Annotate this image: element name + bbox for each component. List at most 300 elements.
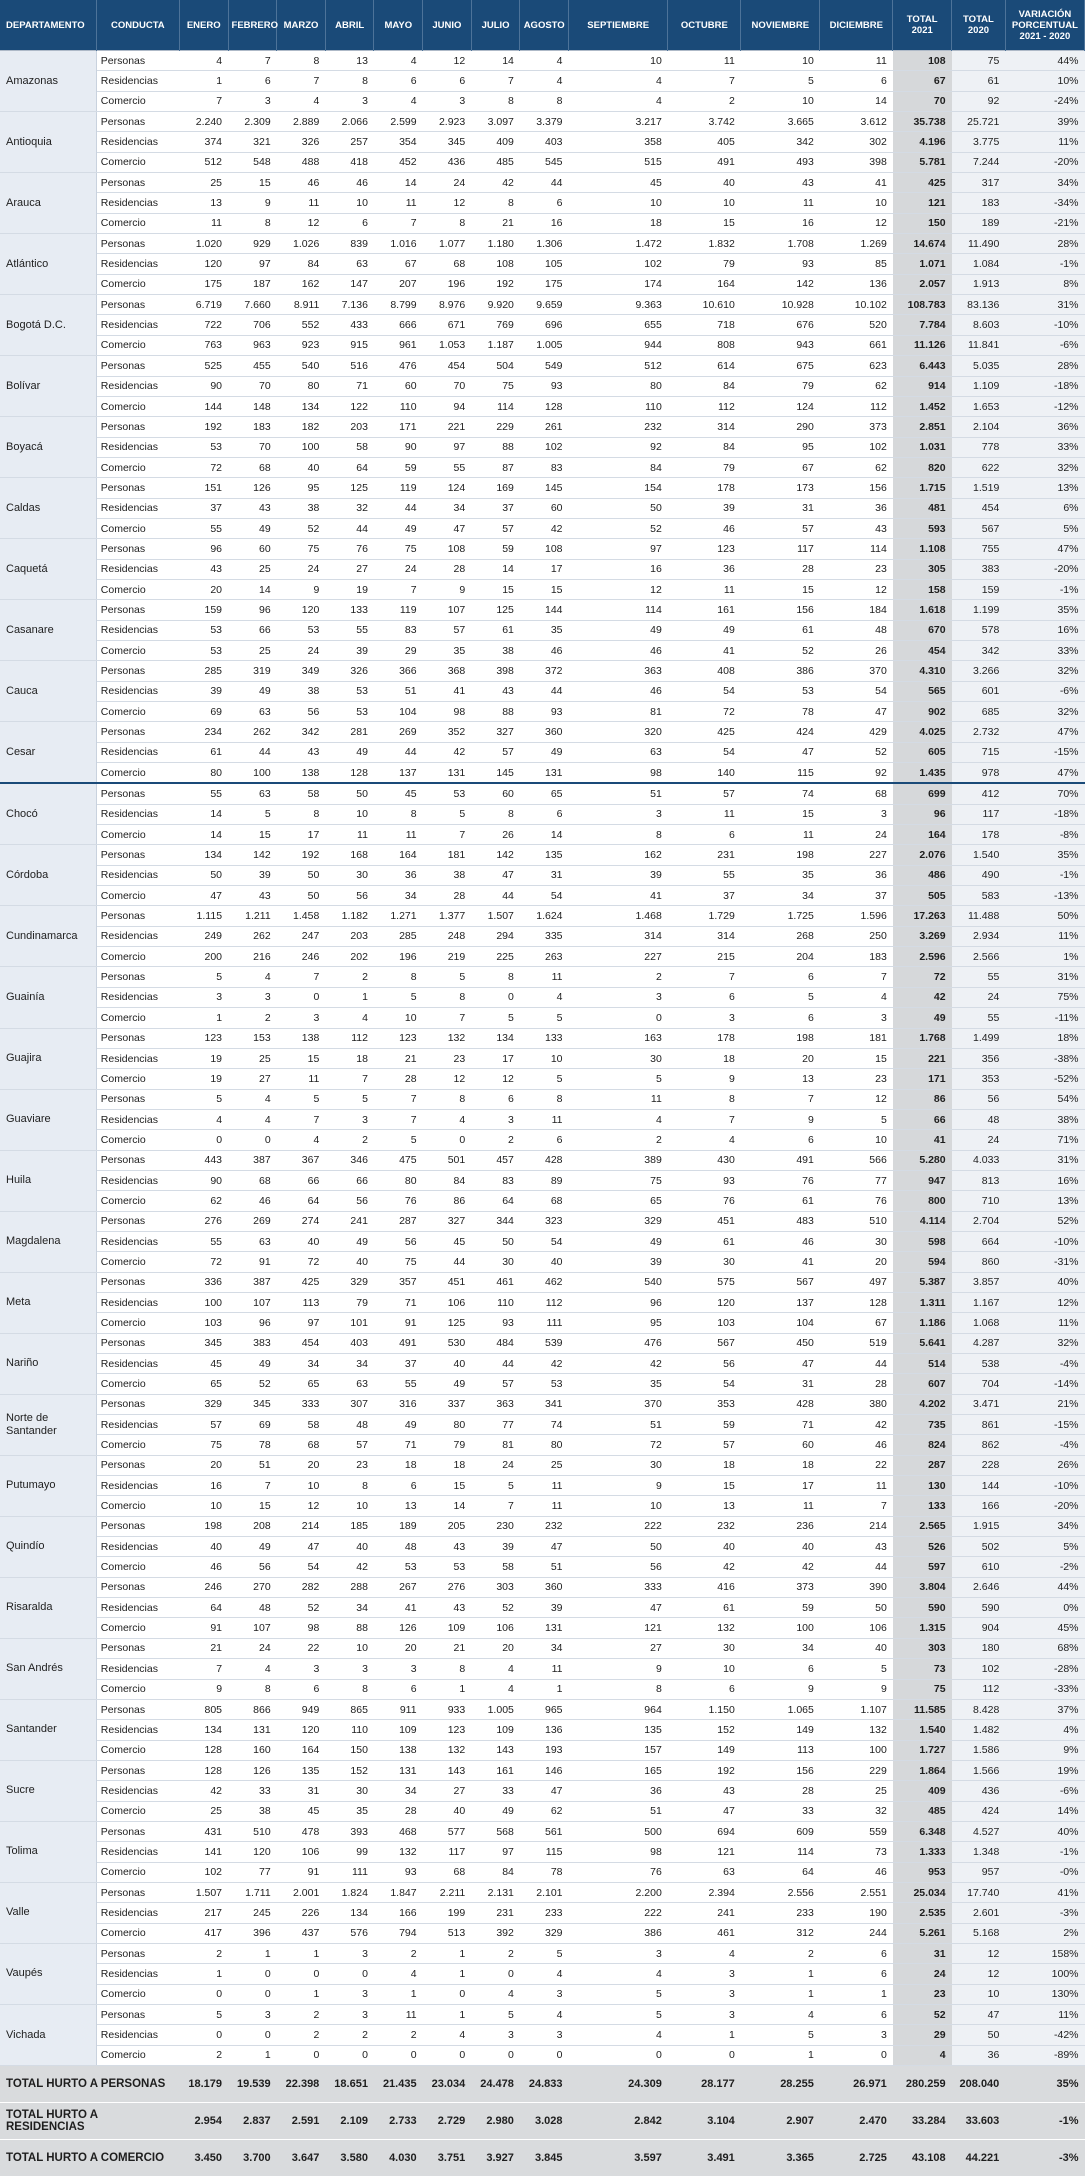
total-2020-cell: 317 bbox=[952, 173, 1006, 193]
month-cell: 164 bbox=[668, 274, 741, 294]
month-cell: 7 bbox=[374, 1109, 423, 1129]
conduct-cell: Personas bbox=[96, 539, 179, 559]
month-cell: 493 bbox=[741, 152, 820, 172]
conduct-cell: Comercio bbox=[96, 1374, 179, 1394]
conduct-cell: Comercio bbox=[96, 518, 179, 538]
month-cell: 54 bbox=[520, 886, 569, 906]
month-cell: 0 bbox=[228, 1984, 277, 2004]
month-cell: 476 bbox=[374, 356, 423, 376]
month-cell: 0 bbox=[520, 2045, 569, 2065]
conduct-cell: Residencias bbox=[96, 315, 179, 335]
total-2020-cell: 11.488 bbox=[952, 906, 1006, 926]
month-cell: 125 bbox=[471, 600, 520, 620]
month-cell: 1.065 bbox=[741, 1699, 820, 1719]
month-cell: 287 bbox=[374, 1211, 423, 1231]
month-cell: 75 bbox=[374, 539, 423, 559]
month-cell: 40 bbox=[668, 173, 741, 193]
month-cell: 30 bbox=[668, 1638, 741, 1658]
total-2021-cell: 4.114 bbox=[893, 1211, 952, 1231]
month-cell: 3.379 bbox=[520, 112, 569, 132]
month-cell: 106 bbox=[423, 1292, 472, 1312]
month-cell: 8 bbox=[325, 1476, 374, 1496]
month-cell: 233 bbox=[520, 1903, 569, 1923]
total-2020-cell: 2.601 bbox=[952, 1903, 1006, 1923]
month-cell: 16 bbox=[179, 1476, 228, 1496]
month-cell: 316 bbox=[374, 1394, 423, 1414]
month-cell: 88 bbox=[471, 702, 520, 722]
month-cell: 34 bbox=[325, 1598, 374, 1618]
month-cell: 52 bbox=[569, 518, 668, 538]
variation-cell: -1% bbox=[1005, 2103, 1084, 2140]
table-row bbox=[0, 987, 1085, 1007]
month-total-cell: 28.255 bbox=[741, 2066, 820, 2103]
month-cell: 93 bbox=[374, 1862, 423, 1882]
total-2021-cell: 24 bbox=[893, 1964, 952, 1984]
month-cell: 28 bbox=[423, 559, 472, 579]
month-cell: 3 bbox=[423, 91, 472, 111]
month-cell: 257 bbox=[325, 132, 374, 152]
month-cell: 9 bbox=[277, 579, 326, 599]
month-cell: 225 bbox=[471, 947, 520, 967]
table-row bbox=[0, 865, 1085, 885]
month-cell: 19 bbox=[179, 1069, 228, 1089]
month-cell: 8 bbox=[471, 193, 520, 213]
month-cell: 694 bbox=[668, 1821, 741, 1841]
month-cell: 3 bbox=[668, 1008, 741, 1028]
month-cell: 153 bbox=[228, 1028, 277, 1048]
month-cell: 21 bbox=[179, 1638, 228, 1658]
month-cell: 199 bbox=[423, 1903, 472, 1923]
variation-cell: -1% bbox=[1005, 579, 1084, 599]
conduct-cell: Comercio bbox=[96, 1008, 179, 1028]
table-row bbox=[0, 1943, 1085, 1963]
month-cell: 5 bbox=[179, 967, 228, 987]
month-cell: 366 bbox=[374, 661, 423, 681]
month-total-cell: 2.470 bbox=[820, 2103, 893, 2140]
month-cell: 923 bbox=[277, 335, 326, 355]
month-cell: 93 bbox=[471, 1313, 520, 1333]
department-name: Nariño bbox=[0, 1333, 96, 1394]
month-cell: 1 bbox=[423, 1679, 472, 1699]
month-cell: 215 bbox=[668, 947, 741, 967]
table-row bbox=[0, 193, 1085, 213]
month-cell: 14 bbox=[520, 825, 569, 845]
month-cell: 10.102 bbox=[820, 295, 893, 315]
month-cell: 217 bbox=[179, 1903, 228, 1923]
month-cell: 485 bbox=[471, 152, 520, 172]
month-cell: 314 bbox=[668, 926, 741, 946]
month-cell: 136 bbox=[820, 274, 893, 294]
month-cell: 8.976 bbox=[423, 295, 472, 315]
month-cell: 363 bbox=[471, 1394, 520, 1414]
month-cell: 100 bbox=[277, 437, 326, 457]
month-cell: 76 bbox=[374, 1191, 423, 1211]
month-cell: 3 bbox=[520, 2025, 569, 2045]
month-cell: 79 bbox=[668, 254, 741, 274]
month-cell: 31 bbox=[741, 498, 820, 518]
month-cell: 10 bbox=[325, 1638, 374, 1658]
month-cell: 76 bbox=[741, 1170, 820, 1190]
month-cell: 4 bbox=[471, 1984, 520, 2004]
conduct-cell: Residencias bbox=[96, 1781, 179, 1801]
month-cell: 53 bbox=[179, 640, 228, 660]
month-cell: 59 bbox=[741, 1598, 820, 1618]
month-cell: 0 bbox=[820, 2045, 893, 2065]
total-2020-cell: 11.841 bbox=[952, 335, 1006, 355]
month-cell: 74 bbox=[520, 1415, 569, 1435]
variation-cell: -2% bbox=[1005, 1557, 1084, 1577]
total-2020-cell: 860 bbox=[952, 1252, 1006, 1272]
month-cell: 609 bbox=[741, 1821, 820, 1841]
month-cell: 327 bbox=[471, 722, 520, 742]
month-cell: 6 bbox=[741, 1130, 820, 1150]
month-cell: 122 bbox=[325, 396, 374, 416]
month-cell: 120 bbox=[179, 254, 228, 274]
month-cell: 55 bbox=[374, 1374, 423, 1394]
table-row bbox=[0, 1740, 1085, 1760]
month-cell: 11 bbox=[820, 1476, 893, 1496]
month-cell: 276 bbox=[423, 1577, 472, 1597]
month-cell: 25 bbox=[820, 1781, 893, 1801]
month-cell: 314 bbox=[668, 417, 741, 437]
total-2020-cell: 1.084 bbox=[952, 254, 1006, 274]
month-cell: 65 bbox=[569, 1191, 668, 1211]
conduct-cell: Residencias bbox=[96, 1842, 179, 1862]
month-cell: 53 bbox=[423, 783, 472, 804]
month-cell: 18 bbox=[423, 1455, 472, 1475]
variation-cell: 68% bbox=[1005, 1638, 1084, 1658]
month-cell: 387 bbox=[228, 1150, 277, 1170]
month-cell: 10 bbox=[520, 1048, 569, 1068]
month-cell: 393 bbox=[325, 1821, 374, 1841]
conduct-cell: Residencias bbox=[96, 1170, 179, 1190]
month-cell: 11 bbox=[741, 1496, 820, 1516]
month-cell: 4 bbox=[374, 91, 423, 111]
conduct-cell: Personas bbox=[96, 1699, 179, 1719]
month-cell: 4 bbox=[668, 1943, 741, 1963]
header-dec: DICIEMBRE bbox=[820, 0, 893, 51]
month-cell: 416 bbox=[668, 1577, 741, 1597]
month-cell: 429 bbox=[820, 722, 893, 742]
total-2020-cell: 189 bbox=[952, 213, 1006, 233]
total-2021-cell: 526 bbox=[893, 1537, 952, 1557]
total-2020-cell: 1.653 bbox=[952, 396, 1006, 416]
conduct-cell: Personas bbox=[96, 2005, 179, 2025]
month-cell: 53 bbox=[179, 437, 228, 457]
month-cell: 14 bbox=[374, 173, 423, 193]
month-cell: 345 bbox=[423, 132, 472, 152]
variation-cell: 11% bbox=[1005, 2005, 1084, 2025]
total-2021-cell: 73 bbox=[893, 1659, 952, 1679]
month-cell: 93 bbox=[520, 376, 569, 396]
conduct-cell: Comercio bbox=[96, 457, 179, 477]
month-cell: 183 bbox=[228, 417, 277, 437]
month-cell: 70 bbox=[228, 437, 277, 457]
month-total-cell: 3.491 bbox=[668, 2140, 741, 2177]
month-cell: 120 bbox=[668, 1292, 741, 1312]
month-cell: 60 bbox=[471, 783, 520, 804]
month-cell: 25 bbox=[228, 1048, 277, 1068]
month-cell: 9 bbox=[179, 1679, 228, 1699]
month-cell: 1.377 bbox=[423, 906, 472, 926]
month-total-cell: 3.751 bbox=[423, 2140, 472, 2177]
variation-cell: -8% bbox=[1005, 825, 1084, 845]
total-2021-cell: 86 bbox=[893, 1089, 952, 1109]
month-cell: 61 bbox=[471, 620, 520, 640]
month-cell: 71 bbox=[374, 1435, 423, 1455]
month-cell: 66 bbox=[228, 620, 277, 640]
total-2021-cell: 1.186 bbox=[893, 1313, 952, 1333]
month-cell: 943 bbox=[741, 335, 820, 355]
month-cell: 51 bbox=[569, 1415, 668, 1435]
month-cell: 54 bbox=[668, 681, 741, 701]
month-cell: 9 bbox=[228, 193, 277, 213]
variation-cell: 14% bbox=[1005, 1801, 1084, 1821]
month-cell: 403 bbox=[520, 132, 569, 152]
month-cell: 44 bbox=[423, 1252, 472, 1272]
month-cell: 45 bbox=[569, 173, 668, 193]
month-cell: 345 bbox=[179, 1333, 228, 1353]
month-cell: 43 bbox=[228, 886, 277, 906]
total-2020-cell: 55 bbox=[952, 967, 1006, 987]
month-cell: 10 bbox=[325, 1496, 374, 1516]
month-cell: 763 bbox=[179, 335, 228, 355]
month-cell: 75 bbox=[569, 1170, 668, 1190]
month-total-cell: 22.398 bbox=[277, 2066, 326, 2103]
table-row bbox=[0, 1415, 1085, 1435]
month-cell: 28 bbox=[374, 1801, 423, 1821]
month-cell: 39 bbox=[569, 865, 668, 885]
total-2020-cell: 590 bbox=[952, 1598, 1006, 1618]
variation-cell: 70% bbox=[1005, 783, 1084, 804]
month-cell: 123 bbox=[179, 1028, 228, 1048]
table-row bbox=[0, 1069, 1085, 1089]
month-cell: 281 bbox=[325, 722, 374, 742]
total-2020-cell: 102 bbox=[952, 1659, 1006, 1679]
month-cell: 20 bbox=[277, 1455, 326, 1475]
total-2020-cell: 778 bbox=[952, 437, 1006, 457]
conduct-cell: Personas bbox=[96, 1516, 179, 1536]
month-cell: 15 bbox=[520, 579, 569, 599]
conduct-cell: Residencias bbox=[96, 926, 179, 946]
month-cell: 30 bbox=[325, 1781, 374, 1801]
month-cell: 75 bbox=[179, 1435, 228, 1455]
header-jun: JUNIO bbox=[423, 0, 472, 51]
month-cell: 329 bbox=[520, 1923, 569, 1943]
month-cell: 23 bbox=[820, 559, 893, 579]
month-cell: 85 bbox=[820, 254, 893, 274]
month-cell: 28 bbox=[374, 1069, 423, 1089]
total-2021-cell: 130 bbox=[893, 1476, 952, 1496]
variation-cell: -10% bbox=[1005, 315, 1084, 335]
conduct-cell: Personas bbox=[96, 967, 179, 987]
month-cell: 9 bbox=[569, 1476, 668, 1496]
month-cell: 655 bbox=[569, 315, 668, 335]
month-cell: 933 bbox=[423, 1699, 472, 1719]
total-2021-cell: 29 bbox=[893, 2025, 952, 2045]
month-cell: 50 bbox=[820, 1598, 893, 1618]
month-cell: 53 bbox=[423, 1557, 472, 1577]
month-cell: 24 bbox=[277, 640, 326, 660]
month-cell: 11 bbox=[520, 1476, 569, 1496]
month-cell: 35 bbox=[520, 620, 569, 640]
month-cell: 20 bbox=[820, 1252, 893, 1272]
variation-cell: 9% bbox=[1005, 1740, 1084, 1760]
variation-cell: -14% bbox=[1005, 1374, 1084, 1394]
month-cell: 418 bbox=[325, 152, 374, 172]
total-2020-cell: 567 bbox=[952, 518, 1006, 538]
conduct-cell: Personas bbox=[96, 1272, 179, 1292]
month-cell: 18 bbox=[741, 1455, 820, 1475]
month-cell: 2.309 bbox=[228, 112, 277, 132]
month-cell: 55 bbox=[179, 1231, 228, 1251]
month-cell: 68 bbox=[423, 1862, 472, 1882]
month-cell: 11 bbox=[668, 51, 741, 71]
month-cell: 51 bbox=[569, 783, 668, 804]
month-cell: 146 bbox=[520, 1760, 569, 1780]
total-2021-cell: 17.263 bbox=[893, 906, 952, 926]
conduct-cell: Residencias bbox=[96, 71, 179, 91]
variation-cell: 130% bbox=[1005, 1984, 1084, 2004]
variation-cell: -24% bbox=[1005, 91, 1084, 111]
table-row bbox=[0, 1089, 1085, 1109]
total-2020-cell: 1.482 bbox=[952, 1720, 1006, 1740]
month-cell: 0 bbox=[228, 2025, 277, 2045]
month-cell: 0 bbox=[277, 1964, 326, 1984]
table-row bbox=[0, 1699, 1085, 1719]
month-cell: 497 bbox=[820, 1272, 893, 1292]
conduct-cell: Residencias bbox=[96, 1964, 179, 1984]
total-2021-cell: 41 bbox=[893, 1130, 952, 1150]
month-cell: 152 bbox=[668, 1720, 741, 1740]
month-cell: 567 bbox=[668, 1333, 741, 1353]
month-cell: 5 bbox=[569, 1069, 668, 1089]
month-cell: 40 bbox=[325, 1537, 374, 1557]
department-name: Guainía bbox=[0, 967, 96, 1028]
month-cell: 370 bbox=[569, 1394, 668, 1414]
month-cell: 357 bbox=[374, 1272, 423, 1292]
month-cell: 4 bbox=[423, 2025, 472, 2045]
month-cell: 126 bbox=[228, 1760, 277, 1780]
month-cell: 43 bbox=[741, 173, 820, 193]
total-2021-cell: 1.727 bbox=[893, 1740, 952, 1760]
month-cell: 4 bbox=[179, 1109, 228, 1129]
month-cell: 452 bbox=[374, 152, 423, 172]
total-2020-cell: 4.033 bbox=[952, 1150, 1006, 1170]
month-cell: 0 bbox=[179, 1130, 228, 1150]
month-cell: 6 bbox=[325, 213, 374, 233]
total-2020-cell: 436 bbox=[952, 1781, 1006, 1801]
month-cell: 568 bbox=[471, 1821, 520, 1841]
variation-cell: 28% bbox=[1005, 234, 1084, 254]
month-cell: 68 bbox=[820, 783, 893, 804]
month-cell: 62 bbox=[520, 1801, 569, 1821]
month-cell: 21 bbox=[471, 213, 520, 233]
month-cell: 3 bbox=[228, 2005, 277, 2025]
month-cell: 525 bbox=[179, 356, 228, 376]
month-cell: 103 bbox=[668, 1313, 741, 1333]
variation-cell: -15% bbox=[1005, 1415, 1084, 1435]
month-cell: 54 bbox=[520, 1231, 569, 1251]
month-cell: 451 bbox=[423, 1272, 472, 1292]
month-cell: 49 bbox=[228, 681, 277, 701]
month-cell: 1.832 bbox=[668, 234, 741, 254]
month-cell: 519 bbox=[820, 1333, 893, 1353]
month-cell: 0 bbox=[423, 1130, 472, 1150]
month-cell: 120 bbox=[228, 1842, 277, 1862]
month-cell: 52 bbox=[277, 1598, 326, 1618]
month-cell: 0 bbox=[423, 1984, 472, 2004]
month-cell: 7 bbox=[374, 1089, 423, 1109]
month-cell: 110 bbox=[569, 396, 668, 416]
month-cell: 68 bbox=[277, 1435, 326, 1455]
month-cell: 9 bbox=[741, 1109, 820, 1129]
month-cell: 34 bbox=[423, 498, 472, 518]
month-cell: 43 bbox=[423, 1537, 472, 1557]
month-cell: 1.507 bbox=[179, 1882, 228, 1902]
month-cell: 207 bbox=[374, 274, 423, 294]
month-cell: 4 bbox=[741, 2005, 820, 2025]
month-cell: 46 bbox=[277, 173, 326, 193]
conduct-cell: Personas bbox=[96, 1394, 179, 1414]
total-2020-cell: 1.199 bbox=[952, 600, 1006, 620]
month-cell: 7 bbox=[374, 579, 423, 599]
month-cell: 163 bbox=[569, 1028, 668, 1048]
month-cell: 204 bbox=[741, 947, 820, 967]
month-cell: 72 bbox=[179, 457, 228, 477]
month-cell: 454 bbox=[277, 1333, 326, 1353]
month-cell: 84 bbox=[277, 254, 326, 274]
month-cell: 1.824 bbox=[325, 1882, 374, 1902]
month-cell: 57 bbox=[423, 620, 472, 640]
month-cell: 2 bbox=[471, 1130, 520, 1150]
table-row bbox=[0, 1496, 1085, 1516]
month-cell: 675 bbox=[741, 356, 820, 376]
month-cell: 1.053 bbox=[423, 335, 472, 355]
month-cell: 169 bbox=[471, 478, 520, 498]
month-cell: 49 bbox=[569, 1231, 668, 1251]
month-cell: 10 bbox=[820, 193, 893, 213]
month-cell: 31 bbox=[741, 1374, 820, 1394]
month-cell: 341 bbox=[520, 1394, 569, 1414]
table-row bbox=[0, 1008, 1085, 1028]
month-cell: 2.889 bbox=[277, 112, 326, 132]
total-2021-cell: 2.596 bbox=[893, 947, 952, 967]
month-cell: 165 bbox=[569, 1760, 668, 1780]
month-cell: 13 bbox=[741, 1069, 820, 1089]
month-cell: 68 bbox=[228, 1170, 277, 1190]
month-cell: 398 bbox=[820, 152, 893, 172]
month-cell: 30 bbox=[668, 1252, 741, 1272]
month-cell: 5 bbox=[374, 1130, 423, 1150]
month-cell: 4 bbox=[520, 987, 569, 1007]
month-cell: 90 bbox=[374, 437, 423, 457]
total-2021-cell: 5.387 bbox=[893, 1272, 952, 1292]
month-cell: 3 bbox=[569, 1943, 668, 1963]
month-cell: 61 bbox=[741, 620, 820, 640]
table-row bbox=[0, 91, 1085, 111]
month-cell: 9 bbox=[820, 1679, 893, 1699]
month-cell: 3 bbox=[228, 91, 277, 111]
variation-cell: 37% bbox=[1005, 1699, 1084, 1719]
month-cell: 125 bbox=[325, 478, 374, 498]
total-2021-cell: 3.804 bbox=[893, 1577, 952, 1597]
total-2021-cell: 605 bbox=[893, 742, 952, 762]
variation-cell: 31% bbox=[1005, 1150, 1084, 1170]
month-cell: 233 bbox=[741, 1903, 820, 1923]
month-cell: 15 bbox=[741, 804, 820, 824]
month-cell: 3.612 bbox=[820, 112, 893, 132]
